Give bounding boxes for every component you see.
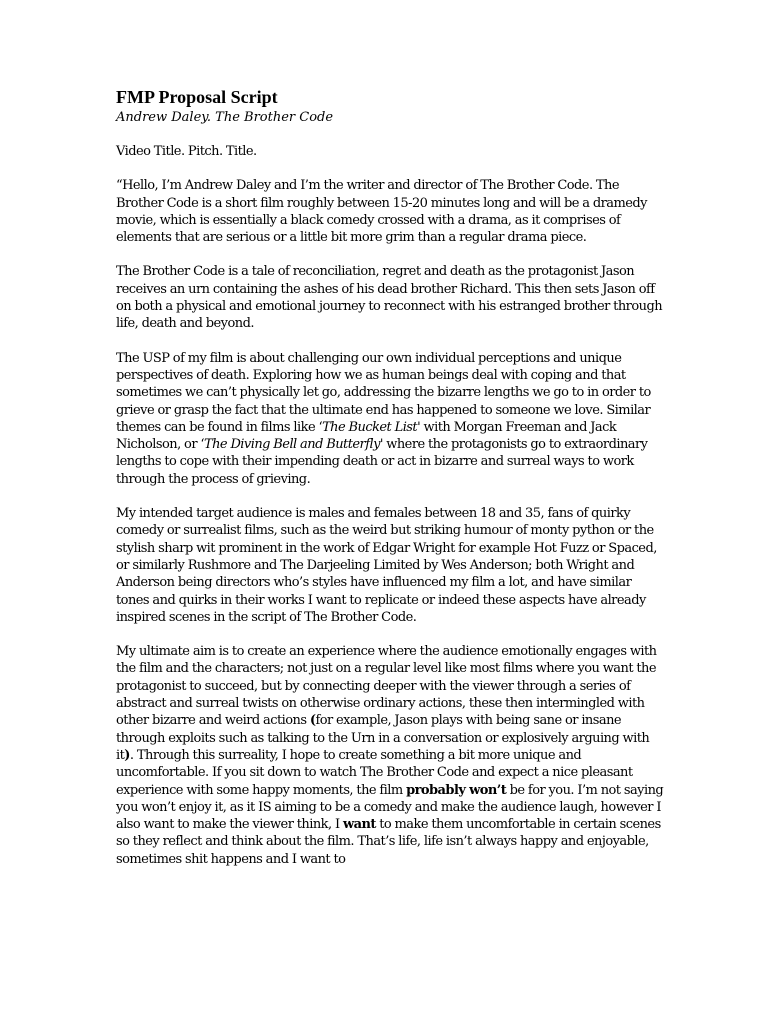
aim-bold-close-paren: ) bbox=[124, 747, 130, 763]
document-body bbox=[116, 86, 664, 885]
film-title-bucket-list: The Bucket List' bbox=[322, 419, 421, 435]
document-subtitle: Andrew Daley. The Brother Code bbox=[116, 110, 334, 125]
aim-text-1: My ultimate aim is to create an experience where the audience emotionally engages with the film and the characters; not just on a regular level like most films where you want the protagonist to succeed, but by connecting deeper with the viewer through a series of abstract and surreal twists on otherwise ordinary actions, these then intermingled with other bizarre and weird actions bbox=[116, 644, 657, 729]
document-title: FMP Proposal Script bbox=[116, 87, 278, 107]
paragraph-usp bbox=[116, 350, 664, 488]
aim-bold-probably-wont: probably won’t bbox=[406, 782, 507, 798]
usp-text-1: The USP of my film is about challenging our own individual perceptions and unique perspectives of death. Exploring how we as human beings deal with coping and that sometimes we can’t physically let go, addressing the bizarre lengths we go to in order to grieve or grasp the fact that the ultimate end has happened to someone we love. Similar themes can be found in films like ‘ bbox=[116, 350, 651, 435]
aim-text-4: be for you. I’m not saying you won’t enjoy it, as it IS aiming to be a comedy and make the audience laugh, however I also want to make the viewer think, I bbox=[116, 782, 664, 833]
paragraph-introduction: “Hello, I’m Andrew Daley and I’m the writer and director of The Brother Code. The Brother Code is a short film roughly between 15-20 minutes long and will be a dramedy movie, which is essentially a black comedy crossed with a drama, as it comprises of elements that are serious or a little bit more grim than a regular drama piece. bbox=[116, 178, 647, 246]
paragraph-ultimate-aim bbox=[116, 643, 664, 868]
aim-text-2: for example, Jason plays with being sane or insane through exploits such as talking to the Urn in a conversation or explosively arguing with it bbox=[116, 713, 650, 763]
film-title-diving-bell: The Diving Bell and Butterfly' bbox=[203, 437, 383, 453]
aim-bold-open-paren: ( bbox=[309, 713, 316, 729]
aim-bold-want: want bbox=[342, 817, 376, 833]
paragraph-synopsis: The Brother Code is a tale of reconciliation, regret and death as the protagonist Jason receives an urn containing the ashes of his dead brother Richard. This then sets Jason off on both a physical and emotional journey to reconnect with his estranged brother through life, death and beyond. bbox=[116, 264, 663, 332]
aim-text-5: to make them uncomfortable in certain scenes so they reflect and think about the film. That’s life, life isn’t always happy and enjoyable, sometimes shit happens and I want to bbox=[116, 817, 661, 867]
paragraph-target-audience: My intended target audience is males and females between 18 and 35, fans of quirky comedy or surrealist films, such as the weird but striking humour of monty python or the stylish sharp wit prominent in the work of Edgar Wright for example Hot Fuzz or Spaced, or similarly Rushmore and The Darjeeling Limited by Wes Anderson; both Wright and Anderson being directors who’s styles have influenced my film a lot, and have similar tones and quirks in their works I want to replicate or indeed these aspects have already inspired scenes in the script of The Brother Code. bbox=[116, 506, 657, 625]
video-title-line: Video Title. Pitch. Title. bbox=[116, 144, 257, 159]
aim-text-3: . Through this surreality, I hope to create something a bit more unique and uncomfortable. If you sit down to watch The Brother Code and expect a nice pleasant experience with some happy moments, the film bbox=[116, 747, 633, 798]
usp-text-2: with Morgan Freeman and Jack Nicholson, or ‘ bbox=[116, 419, 617, 453]
usp-text-3: where the protagonists go to extraordinary lengths to cope with their impending death or act in bizarre and surreal ways to work through the process of grieving. bbox=[116, 437, 648, 487]
